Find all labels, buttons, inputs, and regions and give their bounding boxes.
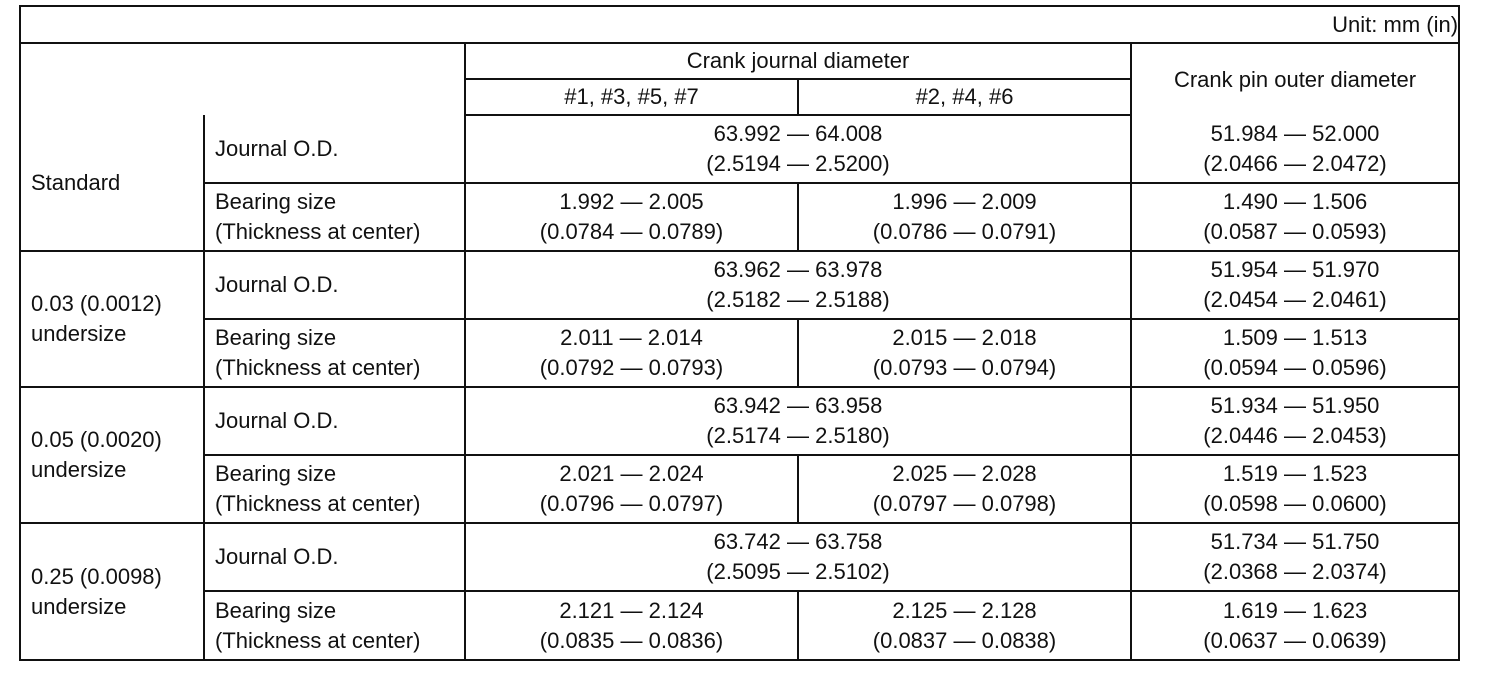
table-row xyxy=(21,251,1458,319)
group-label xyxy=(21,251,204,387)
bearing-size-even-value-line: (0.0797 — 0.0798) xyxy=(872,491,1057,516)
journal-od-label xyxy=(204,115,465,183)
journal-od-label-line: Journal O.D. xyxy=(215,135,339,161)
bearing-size-pin-value-line: (0.0594 — 0.0596) xyxy=(1203,355,1387,380)
bearing-size-odd-value xyxy=(465,183,798,251)
bearing-size-pin-value-line: (0.0637 — 0.0639) xyxy=(1203,627,1387,653)
bearing-size-pin-value-line: 1.619 — 1.623 xyxy=(1222,597,1368,623)
group-label-line: 0.25 (0.0098) xyxy=(31,563,162,589)
journal-od-value-line: 63.962 — 63.978 xyxy=(713,257,883,282)
pin-od-value xyxy=(1131,251,1458,319)
group-label-line: Standard xyxy=(31,169,121,195)
bearing-size-label-line: Bearing size xyxy=(215,461,337,486)
group-label xyxy=(21,523,204,659)
bearing-size-label-line: Bearing size xyxy=(215,325,337,350)
journal-od-label xyxy=(204,387,465,455)
pin-od-value-line: 51.934 — 51.950 xyxy=(1210,393,1380,418)
bearing-size-label xyxy=(204,591,465,659)
bearing-size-even-value-line: 2.025 — 2.028 xyxy=(892,461,1037,486)
bearing-size-even-value xyxy=(798,455,1131,523)
group-label-line: undersize xyxy=(31,457,127,482)
bearing-size-odd-value-line: (0.0796 — 0.0797) xyxy=(539,491,724,516)
group-label-line: 0.03 (0.0012) xyxy=(31,291,162,316)
journal-od-value-line: (2.5182 — 2.5188) xyxy=(706,287,890,312)
bearing-size-pin-value-line: 1.490 — 1.506 xyxy=(1222,189,1368,214)
bearing-size-even-value xyxy=(798,183,1131,251)
journal-od-label xyxy=(204,251,465,319)
crankshaft-spec-table xyxy=(21,7,1458,659)
bearing-size-even-value-line: 2.015 — 2.018 xyxy=(892,325,1037,350)
bearing-size-odd-value-line: 1.992 — 2.005 xyxy=(559,189,704,214)
pin-od-value-line: 51.984 — 52.000 xyxy=(1210,120,1380,146)
journal-od-label xyxy=(204,523,465,591)
group-label-line: undersize xyxy=(31,321,127,346)
journal-od-value xyxy=(465,523,1131,591)
pin-od-value xyxy=(1131,523,1458,591)
bearing-size-odd-value xyxy=(465,455,798,523)
pin-od-value-line: 51.954 — 51.970 xyxy=(1210,257,1380,282)
bearing-size-even-value-line: (0.0793 — 0.0794) xyxy=(872,355,1057,380)
spec-groups xyxy=(21,115,1458,659)
bearing-size-label xyxy=(204,183,465,251)
header-journals-odd: #1, #3, #5, #7 xyxy=(465,79,798,115)
header-crank-pin: Crank pin outer diameter xyxy=(1173,66,1417,92)
bearing-size-odd-value-line: (0.0792 — 0.0793) xyxy=(539,355,724,380)
bearing-size-label-line: Bearing size xyxy=(215,597,337,623)
unit-label: Unit: mm (in) xyxy=(21,7,1458,43)
bearing-size-label-line: (Thickness at center) xyxy=(215,355,421,380)
table-row xyxy=(21,387,1458,455)
bearing-size-label-line: (Thickness at center) xyxy=(215,491,421,516)
bearing-size-even-value xyxy=(798,319,1131,387)
bearing-size-odd-value-line: (0.0835 — 0.0836) xyxy=(539,627,724,653)
journal-od-value xyxy=(465,115,1131,183)
bearing-size-odd-value-line: 2.011 — 2.014 xyxy=(560,325,703,350)
bearing-size-even-value-line: (0.0837 — 0.0838) xyxy=(872,627,1057,653)
bearing-size-pin-value xyxy=(1131,591,1458,659)
bearing-size-pin-value-line: (0.0598 — 0.0600) xyxy=(1203,491,1387,516)
journal-od-value-line: 63.742 — 63.758 xyxy=(713,529,883,554)
pin-od-value xyxy=(1131,387,1458,455)
pin-od-value-line: (2.0466 — 2.0472) xyxy=(1203,150,1387,176)
header-blank-cell xyxy=(21,43,465,115)
journal-od-value xyxy=(465,251,1131,319)
journal-od-value-line: 63.942 — 63.958 xyxy=(713,393,883,418)
bearing-size-odd-value-line: (0.0784 — 0.0789) xyxy=(539,219,724,244)
table-row xyxy=(21,523,1458,591)
bearing-size-pin-value xyxy=(1131,455,1458,523)
journal-od-value-line: (2.5095 — 2.5102) xyxy=(706,559,890,584)
table-row xyxy=(21,455,1458,523)
bearing-size-pin-value-line: 1.509 — 1.513 xyxy=(1222,325,1368,350)
bearing-size-label-line: (Thickness at center) xyxy=(215,627,421,653)
table-row xyxy=(21,591,1458,659)
bearing-size-even-value-line: 1.996 — 2.009 xyxy=(892,189,1037,214)
journal-od-label-line: Journal O.D. xyxy=(215,272,339,297)
journal-od-value-line: 63.992 — 64.008 xyxy=(713,121,883,146)
spec-table-frame xyxy=(19,5,1460,661)
bearing-size-pin-value xyxy=(1131,183,1458,251)
group-label-line: 0.05 (0.0020) xyxy=(31,427,162,452)
header-crank-journal: Crank journal diameter xyxy=(465,43,1131,79)
group-label xyxy=(21,115,204,251)
group-label-line: undersize xyxy=(31,593,127,619)
table-row xyxy=(21,319,1458,387)
bearing-size-label xyxy=(204,319,465,387)
pin-od-value xyxy=(1131,115,1458,183)
table-row xyxy=(21,115,1458,183)
journal-od-value xyxy=(465,387,1131,455)
bearing-size-odd-value-line: 2.121 — 2.124 xyxy=(559,597,704,623)
group-label xyxy=(21,387,204,523)
bearing-size-label-line: Bearing size xyxy=(215,189,337,214)
pin-od-value-line: 51.734 — 51.750 xyxy=(1210,529,1380,554)
bearing-size-odd-value xyxy=(465,591,798,659)
bearing-size-even-value xyxy=(798,591,1131,659)
pin-od-value-line: (2.0446 — 2.0453) xyxy=(1203,423,1387,448)
bearing-size-label-line: (Thickness at center) xyxy=(215,219,421,244)
bearing-size-odd-value-line: 2.021 — 2.024 xyxy=(559,461,704,486)
bearing-size-even-value-line: 2.125 — 2.128 xyxy=(892,597,1037,623)
bearing-size-pin-value xyxy=(1131,319,1458,387)
unit-row xyxy=(21,7,1458,43)
bearing-size-label xyxy=(204,455,465,523)
pin-od-value-line: (2.0454 — 2.0461) xyxy=(1203,287,1387,312)
journal-od-label-line: Journal O.D. xyxy=(215,408,339,433)
bearing-size-pin-value-line: 1.519 — 1.523 xyxy=(1222,461,1368,486)
pin-od-value-line: (2.0368 — 2.0374) xyxy=(1203,559,1387,584)
journal-od-value-line: (2.5194 — 2.5200) xyxy=(706,151,890,176)
journal-od-label-line: Journal O.D. xyxy=(215,544,339,569)
header-row-1 xyxy=(21,43,1458,79)
header-journals-even: #2, #4, #6 xyxy=(798,79,1131,115)
journal-od-value-line: (2.5174 — 2.5180) xyxy=(706,423,890,448)
table-row xyxy=(21,183,1458,251)
bearing-size-pin-value-line: (0.0587 — 0.0593) xyxy=(1203,219,1387,244)
bearing-size-odd-value xyxy=(465,319,798,387)
bearing-size-even-value-line: (0.0786 — 0.0791) xyxy=(872,219,1057,244)
